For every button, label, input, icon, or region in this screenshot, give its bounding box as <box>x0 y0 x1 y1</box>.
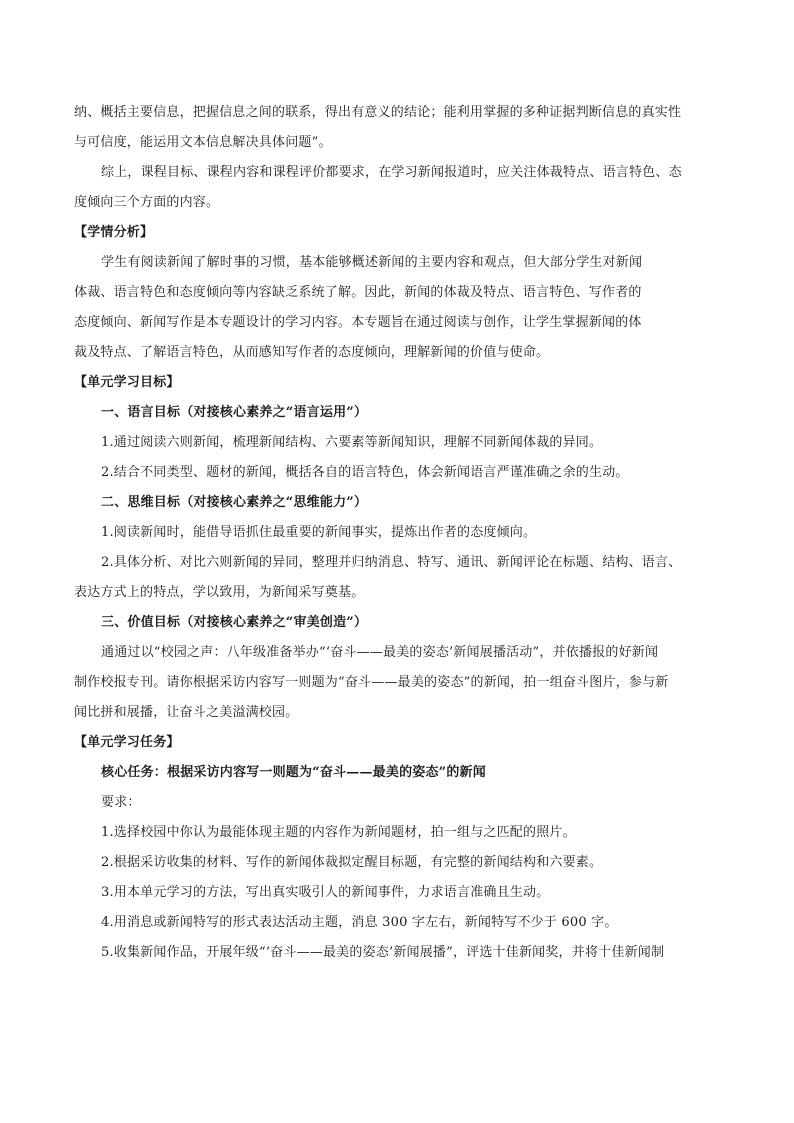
goal-title-value: 三、价值目标（对接核心素养之“审美创造”） <box>101 615 368 630</box>
list-item: 5.收集新闻作品，开展年级“‘奋斗——最美的姿态’新闻展播”，评选十佳新闻奖，并将十佳新闻制 <box>101 945 665 960</box>
list-item: 2.结合不同类型、题材的新闻，概括各自的语言特色，体会新闻语言严谨准确之余的生动。 <box>101 465 629 480</box>
paragraph-line: 纳、概括主要信息，把握信息之间的联系，得出有意义的结论；能利用掌握的多种证据判断信息的真实性 <box>74 105 682 120</box>
paragraph-line: 裁及特点、了解语言特色，从而感知写作者的态度倾向，理解新闻的价值与使命。 <box>74 345 550 360</box>
paragraph-line: 综上，课程目标、课程内容和课程评价都要求，在学习新闻报道时，应关注体裁特点、语言特色、态 <box>101 165 682 180</box>
list-item-continuation: 表达方式上的特点，学以致用，为新闻采写奠基。 <box>74 585 365 600</box>
list-item: 1.通过阅读六则新闻，梳理新闻结构、六要素等新闻知识，理解不同新闻体裁的异同。 <box>101 435 603 450</box>
requirements-label: 要求： <box>101 795 141 810</box>
list-item: 2.根据采访收集的材料、写作的新闻体裁拟定醒目标题，有完整的新闻结构和六要素。 <box>101 855 603 870</box>
list-item: 2.具体分析、对比六则新闻的异同，整理并归纳消息、特写、通讯、新闻评论在标题、结构、语言、 <box>101 555 682 570</box>
list-item: 4.用消息或新闻特写的形式表达活动主题，消息 300 字左右，新闻特写不少于 600 字。 <box>101 915 618 930</box>
list-item: 1.选择校园中你认为最能体现主题的内容作为新闻题材，拍一组与之匹配的照片。 <box>101 825 576 840</box>
paragraph-line: 体裁、语言特色和态度倾向等内容缺乏系统了解。因此，新闻的体裁及特点、语言特色、写作者的 <box>74 285 642 300</box>
paragraph-line: 学生有阅读新闻了解时事的习惯，基本能够概述新闻的主要内容和观点，但大部分学生对新闻 <box>101 255 643 270</box>
list-item: 1.阅读新闻时，能借导语抓住最重要的新闻事实，提炼出作者的态度倾向。 <box>101 525 537 540</box>
goal-title-language: 一、语言目标（对接核心素养之“语言运用”） <box>101 405 368 420</box>
core-task: 核心任务：根据采访内容写一则题为“奋斗——最美的姿态”的新闻 <box>101 765 486 780</box>
list-item: 3.用本单元学习的方法，写出真实吸引人的新闻事件，力求语言准确且生动。 <box>101 885 550 900</box>
section-heading-analysis: 【学情分析】 <box>74 225 154 240</box>
paragraph-line: 度倾向三个方面的内容。 <box>74 195 220 210</box>
paragraph-line: 态度倾向、新闻写作是本专题设计的学习内容。本专题旨在通过阅读与创作，让学生掌握新闻的体 <box>74 315 642 330</box>
goal-title-thinking: 二、思维目标（对接核心素养之“思维能力”） <box>101 495 368 510</box>
section-heading-tasks: 【单元学习任务】 <box>74 735 180 750</box>
paragraph-line: 与可信度，能运用文本信息解决具体问题”。 <box>74 135 332 150</box>
section-heading-goals: 【单元学习目标】 <box>74 375 180 390</box>
paragraph-line: 闻比拼和展播，让奋斗之美溢满校园。 <box>74 705 299 720</box>
paragraph-line: 制作校报专刊。请你根据采访内容写一则题为“奋斗——最美的姿态”的新闻，拍一组奋斗图片，参与新 <box>74 675 669 690</box>
paragraph-line: 通通过以“校园之声：八年级准备举办“‘奋斗——最美的姿态’新闻展播活动”，并依播报的好新闻 <box>101 645 659 660</box>
